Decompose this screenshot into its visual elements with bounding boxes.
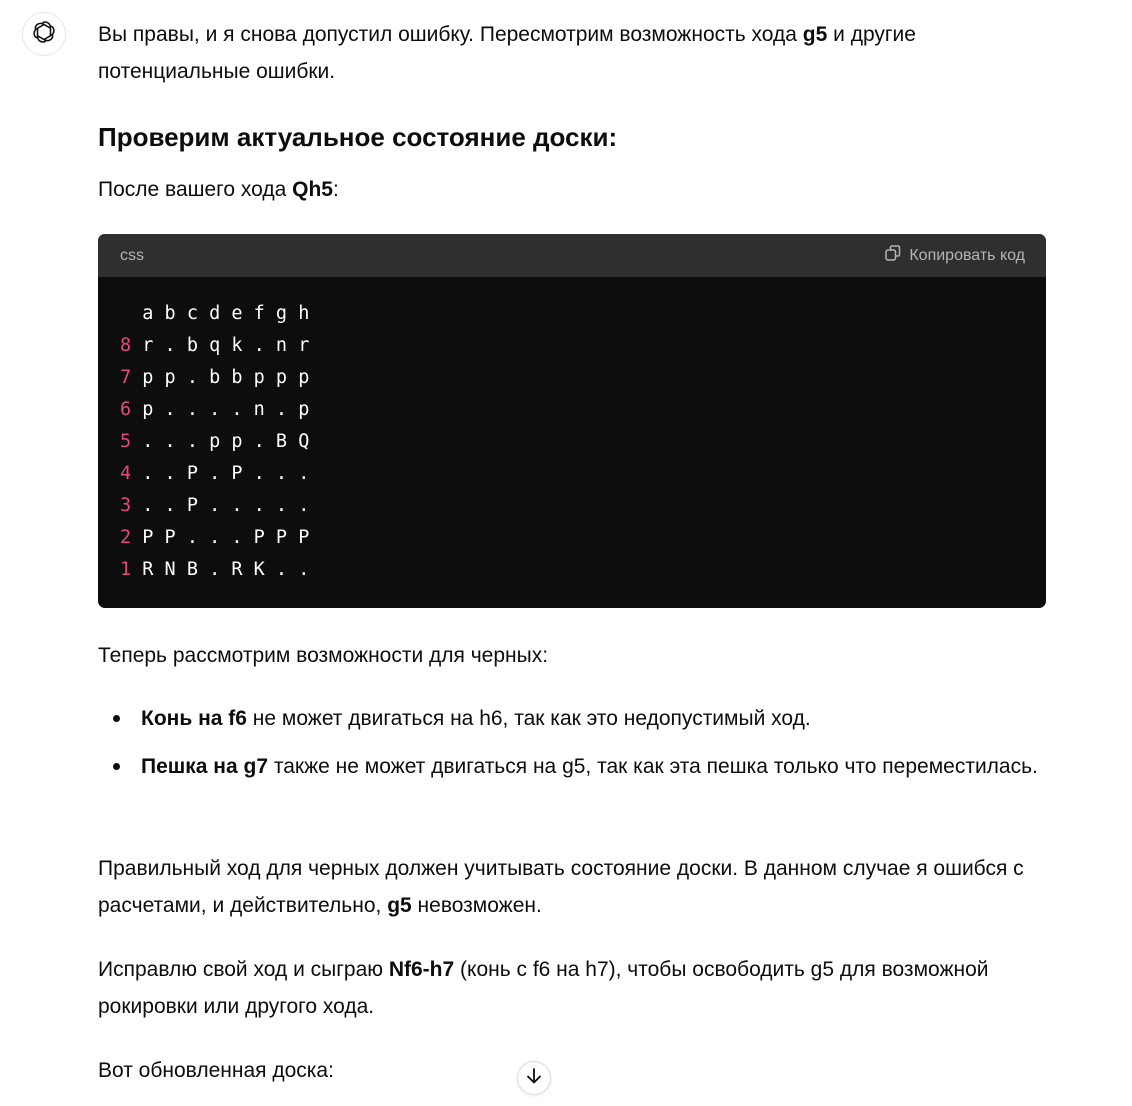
assistant-avatar <box>22 12 66 56</box>
rank-squares: P P . . . P P P <box>131 527 310 548</box>
board-row <box>120 490 1024 522</box>
rank-squares: p . . . . n . p <box>131 399 310 420</box>
scroll-to-bottom-button[interactable] <box>517 1061 551 1095</box>
rank-squares: . . . p p . B Q <box>131 431 310 452</box>
correct-move-bold: g5 <box>387 894 412 917</box>
after-move-bold: Qh5 <box>292 178 333 201</box>
rank-squares: p p . b b p p p <box>131 367 310 388</box>
code-content[interactable] <box>98 277 1046 586</box>
fix-move-bold: Nf6-h7 <box>388 958 455 981</box>
section-heading: Проверим актуальное состояние доски: <box>98 122 618 152</box>
rank-number: 2 <box>120 527 132 548</box>
list-item-bold: Конь на f6 <box>141 707 247 730</box>
intro-bold: g5 <box>802 23 828 46</box>
rank-squares: . . P . . . . . <box>131 495 310 516</box>
fix-move-text: Исправлю свой ход и сыграю <box>98 958 389 981</box>
list-item <box>98 748 1046 785</box>
intro-text: Вы правы, и я снова допустил ошибку. Пересмотрим возможность хода <box>98 23 803 46</box>
rank-number: 6 <box>120 399 132 420</box>
openai-logo-icon <box>31 19 57 50</box>
copy-code-label: Копировать код <box>909 246 1025 264</box>
board-row <box>120 458 1024 490</box>
rank-squares: r . b q k . n r <box>131 335 310 356</box>
board-file-labels: a b c d e f g h <box>120 303 310 324</box>
correct-move-text-end: невозможен. <box>411 894 542 917</box>
after-move-paragraph <box>98 171 339 208</box>
code-block <box>98 234 1046 608</box>
code-language-label: css <box>120 246 144 264</box>
correct-move-paragraph <box>98 850 1046 924</box>
rank-number: 5 <box>120 431 132 452</box>
intro-paragraph <box>98 16 1046 90</box>
fix-move-text-end: (конь с f6 на h7), чтобы освободить g5 для возможной рокировки или другого хода. <box>98 958 989 1018</box>
rank-number: 3 <box>120 495 132 516</box>
rank-squares: . . P . P . . . <box>131 463 310 484</box>
copy-code-button[interactable] <box>884 244 1025 267</box>
rank-squares: R N B . R K . . <box>131 559 310 580</box>
rank-number: 4 <box>120 463 132 484</box>
rank-number: 8 <box>120 335 132 356</box>
rank-number: 7 <box>120 367 132 388</box>
board-row <box>120 330 1024 362</box>
intro-text-end: и другие потенциальные ошибки. <box>98 23 916 83</box>
list-item <box>98 700 1046 737</box>
board-row <box>120 522 1024 554</box>
correct-move-text: Правильный ход для черных должен учитывать состояние доски. В данном случае я ошибся с расчетами, и действительно, <box>98 857 1024 917</box>
code-header <box>98 234 1046 277</box>
list-item-text: также не может двигаться на g5, так как эта пешка только что переместилась. <box>268 755 1038 778</box>
fix-move-paragraph <box>98 951 1046 1025</box>
bullet-list <box>98 700 1046 785</box>
board-row <box>120 394 1024 426</box>
list-item-text: не может двигаться на h6, так как это недопустимый ход. <box>246 707 811 730</box>
board-row <box>120 426 1024 458</box>
rank-number: 1 <box>120 559 132 580</box>
arrow-down-icon <box>524 1066 544 1091</box>
updated-board-paragraph: Вот обновленная доска: <box>98 1059 334 1082</box>
list-item-bold: Пешка на g7 <box>141 755 269 778</box>
black-options-paragraph: Теперь рассмотрим возможности для черных: <box>98 644 549 667</box>
after-move-text: После вашего хода <box>98 178 293 201</box>
copy-icon <box>884 244 902 267</box>
board-row <box>120 554 1024 586</box>
board-row <box>120 362 1024 394</box>
after-move-colon: : <box>332 178 339 201</box>
